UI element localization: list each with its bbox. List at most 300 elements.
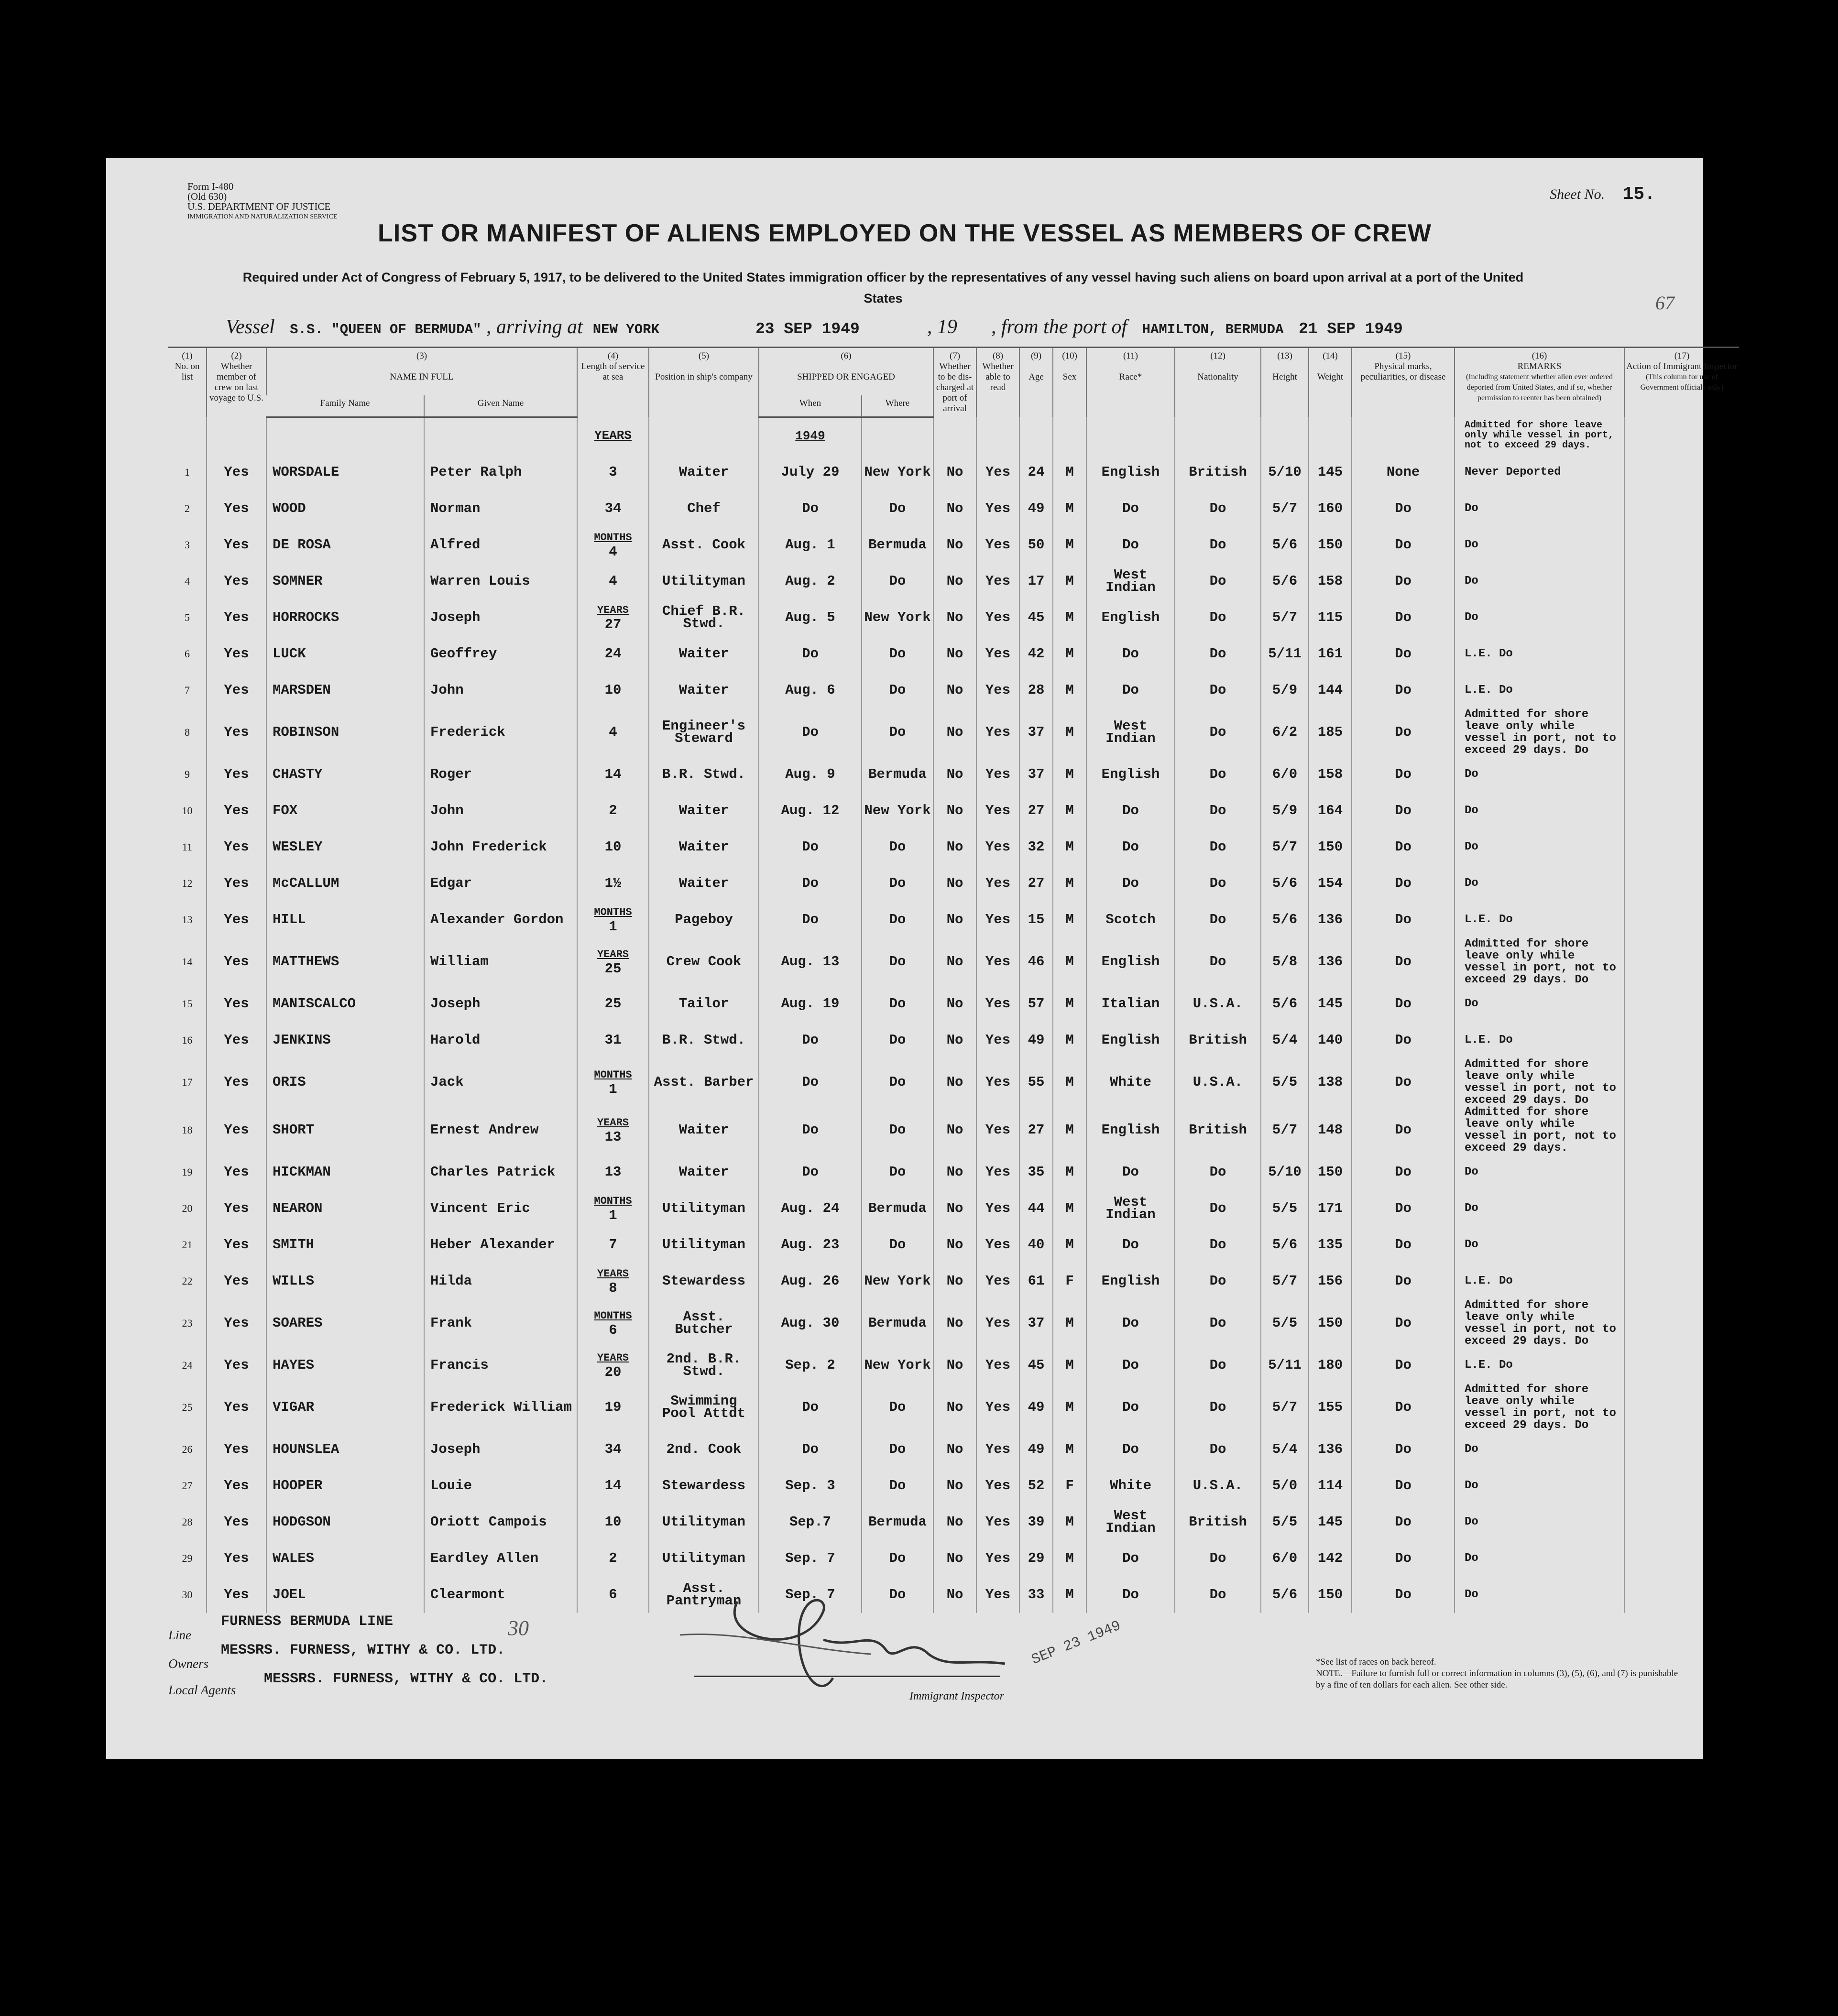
able-to-read: Yes [976, 563, 1019, 599]
position: Utilityman [649, 1227, 759, 1263]
vessel-name: S.S. "QUEEN OF BERMUDA" [290, 322, 481, 338]
given-name: Geoffrey [424, 636, 577, 672]
shipped-when: Do [759, 1058, 862, 1106]
given-name: Eardley Allen [424, 1540, 577, 1577]
race: Do [1086, 1347, 1175, 1384]
crew-row [168, 1468, 1739, 1504]
inspector-action [1624, 1106, 1739, 1154]
discharge: No [933, 636, 976, 672]
family-name: WILLS [266, 1263, 424, 1299]
crew-table-body [168, 417, 1739, 1613]
remarks: Admitted for shore leave only while vessel in port, not to exceed 29 days. Do [1455, 938, 1624, 986]
remarks: Admitted for shore leave only while vessel in port, not to exceed 29 days. Do [1455, 1058, 1624, 1106]
able-to-read: Yes [976, 1227, 1019, 1263]
footnotes [1316, 1656, 1679, 1691]
old-form-number: (Old 630) [187, 191, 227, 202]
shipped-where: Do [862, 708, 933, 756]
row-number: 20 [182, 1202, 193, 1214]
shipped-when: Do [759, 1106, 862, 1154]
weight: 161 [1309, 636, 1352, 672]
header-read: (8) Whether able to read [976, 348, 1019, 417]
nationality: Do [1175, 1263, 1261, 1299]
last-voyage: Yes [207, 986, 266, 1022]
last-voyage: Yes [207, 829, 266, 865]
shipped-when: Do [759, 865, 862, 902]
sex: M [1053, 1106, 1086, 1154]
discharge: No [933, 756, 976, 793]
form-identifier [187, 181, 338, 222]
discharge: No [933, 599, 976, 636]
weight: 138 [1309, 1058, 1352, 1106]
crew-row [168, 1154, 1739, 1190]
sex: M [1053, 1227, 1086, 1263]
remarks: Do [1455, 1540, 1624, 1577]
given-name: Frederick [424, 708, 577, 756]
inspector-action [1624, 563, 1739, 599]
inspector-action [1624, 636, 1739, 672]
sex: F [1053, 1468, 1086, 1504]
race: English [1086, 1022, 1175, 1058]
weight: 155 [1309, 1384, 1352, 1431]
service-length: 19 [577, 1384, 649, 1431]
agents-label: Local Agents [168, 1683, 236, 1697]
shipped-when: Aug. 12 [759, 793, 862, 829]
last-voyage: Yes [207, 454, 266, 490]
weight: 171 [1309, 1190, 1352, 1227]
crew-row [168, 756, 1739, 793]
height: 5/0 [1261, 1468, 1309, 1504]
nationality: Do [1175, 1540, 1261, 1577]
remarks: Do [1455, 1154, 1624, 1190]
crew-row [168, 986, 1739, 1022]
sheet-value: 15. [1622, 184, 1655, 205]
age: 32 [1019, 829, 1053, 865]
given-name: Edgar [424, 865, 577, 902]
able-to-read: Yes [976, 527, 1019, 563]
physical-marks: Do [1352, 938, 1455, 986]
shipped-where: Do [862, 1106, 933, 1154]
family-name: HOOPER [266, 1468, 424, 1504]
height: 6/2 [1261, 708, 1309, 756]
sex: M [1053, 1022, 1086, 1058]
last-voyage: Yes [207, 490, 266, 527]
race: English [1086, 599, 1175, 636]
shipped-where: Do [862, 672, 933, 708]
service-value: 6 [609, 1322, 617, 1338]
inspector-action [1624, 454, 1739, 490]
nationality: U.S.A. [1175, 1468, 1261, 1504]
inspector-action [1624, 756, 1739, 793]
service-unit: MONTHS [594, 531, 632, 544]
shipped-when: Aug. 5 [759, 599, 862, 636]
row-number: 2 [185, 502, 190, 514]
position: Waiter [649, 672, 759, 708]
remarks: Do [1455, 793, 1624, 829]
header-discharge: (7) Whether to be dis-charged at port of arrival [933, 348, 976, 417]
discharge: No [933, 1190, 976, 1227]
sex: M [1053, 938, 1086, 986]
crew-row [168, 1106, 1739, 1154]
inspector-action [1624, 1154, 1739, 1190]
sex: M [1053, 490, 1086, 527]
shipped-where: Do [862, 865, 933, 902]
inspector-action [1624, 865, 1739, 902]
height: 5/9 [1261, 672, 1309, 708]
shipped-when: Aug. 2 [759, 563, 862, 599]
header-no: (1) No. on list [168, 348, 207, 417]
physical-marks: Do [1352, 490, 1455, 527]
last-voyage: Yes [207, 1106, 266, 1154]
remarks: L.E. Do [1455, 1347, 1624, 1384]
nationality: Do [1175, 1347, 1261, 1384]
crew-row [168, 1058, 1739, 1106]
row-number: 21 [182, 1238, 193, 1251]
physical-marks: Do [1352, 1299, 1455, 1347]
position: Stewardess [649, 1263, 759, 1299]
last-voyage: Yes [207, 1263, 266, 1299]
pencil-note: 30 [508, 1616, 529, 1640]
header-where: Where [862, 395, 933, 417]
header-race: (11) Race* [1086, 348, 1175, 417]
sex: M [1053, 1384, 1086, 1431]
height: 5/8 [1261, 938, 1309, 986]
position: Utilityman [649, 1540, 759, 1577]
weight: 136 [1309, 938, 1352, 986]
race: English [1086, 1106, 1175, 1154]
service-length: 4 [577, 563, 649, 599]
nationality: Do [1175, 490, 1261, 527]
department-name: U.S. DEPARTMENT OF JUSTICE [187, 201, 331, 212]
given-name: John [424, 672, 577, 708]
shipped-where: Do [862, 1540, 933, 1577]
age: 27 [1019, 793, 1053, 829]
height: 5/6 [1261, 1227, 1309, 1263]
shipped-when: Sep. 7 [759, 1540, 862, 1577]
header-height: (13) Height [1261, 348, 1309, 417]
document-subtitle: Required under Act of Congress of February 5, 1917, to be delivered to the United States immigration officer by the representatives of any vessel having such aliens on board upon arrival at a port of the United States [242, 270, 1524, 305]
shipped-where: Do [862, 636, 933, 672]
physical-marks: Do [1352, 1106, 1455, 1154]
shipped-where: New York [862, 599, 933, 636]
nationality: Do [1175, 902, 1261, 938]
shipped-when: Sep. 2 [759, 1347, 862, 1384]
service-value: 27 [604, 616, 622, 632]
discharge: No [933, 986, 976, 1022]
inspector-action [1624, 527, 1739, 563]
weight: 156 [1309, 1263, 1352, 1299]
row-number: 25 [182, 1401, 193, 1413]
service-length [577, 1263, 649, 1299]
given-name: Joseph [424, 986, 577, 1022]
physical-marks: Do [1352, 1347, 1455, 1384]
header-shipped: (6) SHIPPED OR ENGAGED [759, 348, 933, 396]
position: Asst. Cook [649, 527, 759, 563]
row-number: 13 [182, 913, 193, 926]
sex: M [1053, 1540, 1086, 1577]
row-number: 14 [182, 955, 193, 968]
service-length: 2 [577, 793, 649, 829]
last-voyage: Yes [207, 1347, 266, 1384]
race: Do [1086, 490, 1175, 527]
shipped-when: Sep. 7 [759, 1577, 862, 1613]
shipped-when: Aug. 30 [759, 1299, 862, 1347]
discharge: No [933, 490, 976, 527]
position: Waiter [649, 829, 759, 865]
service-unit: MONTHS [594, 906, 632, 918]
position: Chief B.R. Stwd. [649, 599, 759, 636]
weight: 158 [1309, 563, 1352, 599]
inspection-stamp-date: SEP 23 1949 [1029, 1618, 1124, 1668]
shipped-when: Aug. 19 [759, 986, 862, 1022]
nationality: Do [1175, 793, 1261, 829]
races-note: *See list of races on back hereof. [1316, 1657, 1436, 1667]
service-length: 2 [577, 1540, 649, 1577]
row-number: 28 [182, 1515, 193, 1528]
race: Do [1086, 793, 1175, 829]
given-name: Joseph [424, 599, 577, 636]
discharge: No [933, 1058, 976, 1106]
sex: M [1053, 1299, 1086, 1347]
position: Asst. Butcher [649, 1299, 759, 1347]
race: White [1086, 1058, 1175, 1106]
physical-marks: Do [1352, 1468, 1455, 1504]
able-to-read: Yes [976, 599, 1019, 636]
race: English [1086, 938, 1175, 986]
service-length [577, 527, 649, 563]
shipped-when: Aug. 23 [759, 1227, 862, 1263]
discharge: No [933, 902, 976, 938]
inspector-action [1624, 1540, 1739, 1577]
physical-marks: Do [1352, 1431, 1455, 1468]
service-length: 3 [577, 454, 649, 490]
sex: M [1053, 793, 1086, 829]
last-voyage: Yes [207, 599, 266, 636]
inspector-action [1624, 1347, 1739, 1384]
race: English [1086, 454, 1175, 490]
age: 35 [1019, 1154, 1053, 1190]
shipped-when: Do [759, 829, 862, 865]
nationality: British [1175, 1106, 1261, 1154]
sex: M [1053, 1058, 1086, 1106]
family-name: CHASTY [266, 756, 424, 793]
position: Utilityman [649, 1504, 759, 1540]
owners-label: Owners [168, 1656, 209, 1671]
crew-row [168, 938, 1739, 986]
service-unit: YEARS [597, 1267, 629, 1280]
crew-row [168, 490, 1739, 527]
shipped-when: Sep. 3 [759, 1468, 862, 1504]
discharge: No [933, 708, 976, 756]
able-to-read: Yes [976, 1154, 1019, 1190]
shipped-when: Aug. 1 [759, 527, 862, 563]
row-number: 15 [182, 997, 193, 1010]
shipped-when: Do [759, 902, 862, 938]
inspector-action [1624, 902, 1739, 938]
crew-row [168, 1347, 1739, 1384]
sex: M [1053, 756, 1086, 793]
sex: M [1053, 599, 1086, 636]
discharge: No [933, 672, 976, 708]
inspector-action [1624, 490, 1739, 527]
remarks: Do [1455, 599, 1624, 636]
age: 29 [1019, 1540, 1053, 1577]
given-name: Peter Ralph [424, 454, 577, 490]
sex: M [1053, 1504, 1086, 1540]
service-length: 24 [577, 636, 649, 672]
race: Do [1086, 527, 1175, 563]
nationality: Do [1175, 1154, 1261, 1190]
discharge: No [933, 1106, 976, 1154]
age: 57 [1019, 986, 1053, 1022]
family-name: DE ROSA [266, 527, 424, 563]
remarks: L.E. Do [1455, 1022, 1624, 1058]
weight: 150 [1309, 829, 1352, 865]
row-number: 5 [185, 611, 190, 623]
crew-row [168, 672, 1739, 708]
shipped-where: Do [862, 490, 933, 527]
service-value: 1 [609, 918, 617, 935]
shipped-when: Sep.7 [759, 1504, 862, 1540]
physical-marks: Do [1352, 865, 1455, 902]
age: 44 [1019, 1190, 1053, 1227]
family-name: JENKINS [266, 1022, 424, 1058]
row-number: 17 [182, 1076, 193, 1088]
able-to-read: Yes [976, 1384, 1019, 1431]
height: 5/6 [1261, 563, 1309, 599]
family-name: NEARON [266, 1190, 424, 1227]
height: 5/6 [1261, 986, 1309, 1022]
last-voyage: Yes [207, 938, 266, 986]
shipped-where: Do [862, 1431, 933, 1468]
service-value: 13 [604, 1129, 622, 1145]
race: Do [1086, 865, 1175, 902]
position: Waiter [649, 1106, 759, 1154]
able-to-read: Yes [976, 829, 1019, 865]
given-name: Charles Patrick [424, 1154, 577, 1190]
last-voyage: Yes [207, 1431, 266, 1468]
row-number: 6 [185, 647, 190, 660]
nationality: Do [1175, 756, 1261, 793]
age: 37 [1019, 756, 1053, 793]
inspector-action [1624, 1384, 1739, 1431]
discharge: No [933, 563, 976, 599]
given-name: Warren Louis [424, 563, 577, 599]
weight: 180 [1309, 1347, 1352, 1384]
height: 5/4 [1261, 1431, 1309, 1468]
service-length [577, 1106, 649, 1154]
family-name: HICKMAN [266, 1154, 424, 1190]
physical-marks: Do [1352, 708, 1455, 756]
given-name: John [424, 793, 577, 829]
given-name: Francis [424, 1347, 577, 1384]
last-voyage: Yes [207, 672, 266, 708]
shipped-where: Do [862, 938, 933, 986]
shipped-when: Aug. 13 [759, 938, 862, 986]
position: B.R. Stwd. [649, 756, 759, 793]
family-name: LUCK [266, 636, 424, 672]
service-unit: MONTHS [594, 1195, 632, 1207]
age: 39 [1019, 1504, 1053, 1540]
arrival-date: 23 SEP 1949 [755, 320, 860, 338]
document-title: LIST OR MANIFEST OF ALIENS EMPLOYED ON THE VESSEL AS MEMBERS OF CREW [378, 219, 1432, 247]
header-row [168, 348, 1739, 396]
inspector-action [1624, 1431, 1739, 1468]
inspector-action [1624, 1299, 1739, 1347]
family-name: WALES [266, 1540, 424, 1577]
last-voyage: Yes [207, 1058, 266, 1106]
inspector-action [1624, 986, 1739, 1022]
nationality: Do [1175, 865, 1261, 902]
age: 61 [1019, 1263, 1053, 1299]
shipped-where: New York [862, 454, 933, 490]
given-name: Norman [424, 490, 577, 527]
weight: 158 [1309, 756, 1352, 793]
service-value: 1 [609, 1081, 617, 1097]
sex: M [1053, 986, 1086, 1022]
able-to-read: Yes [976, 1022, 1019, 1058]
page-number: 67 [1655, 292, 1674, 314]
physical-marks: Do [1352, 1190, 1455, 1227]
height: 5/7 [1261, 829, 1309, 865]
crew-row [168, 1227, 1739, 1263]
height: 5/6 [1261, 527, 1309, 563]
service-unit: MONTHS [594, 1068, 632, 1081]
able-to-read: Yes [976, 1190, 1019, 1227]
able-to-read: Yes [976, 1431, 1019, 1468]
last-voyage: Yes [207, 756, 266, 793]
inspector-action [1624, 672, 1739, 708]
height: 5/7 [1261, 1384, 1309, 1431]
service-length: 6 [577, 1577, 649, 1613]
row-number: 7 [185, 684, 190, 696]
remarks: Do [1455, 829, 1624, 865]
age: 37 [1019, 708, 1053, 756]
race: Scotch [1086, 902, 1175, 938]
row-number: 11 [182, 840, 193, 853]
age: 50 [1019, 527, 1053, 563]
age: 42 [1019, 636, 1053, 672]
remarks: Do [1455, 1227, 1624, 1263]
nationality: U.S.A. [1175, 1058, 1261, 1106]
header-remarks: (16) REMARKS (Including statement whether alien ever ordered deported from United States, and if so, whether permission to reenter has been obtained) [1455, 348, 1624, 417]
vessel-label: Vessel [226, 316, 275, 338]
inspector-action [1624, 1577, 1739, 1613]
age: 28 [1019, 672, 1053, 708]
last-voyage: Yes [207, 563, 266, 599]
able-to-read: Yes [976, 708, 1019, 756]
last-voyage: Yes [207, 1299, 266, 1347]
crew-row [168, 829, 1739, 865]
arriving-label: , arriving at [486, 316, 583, 338]
discharge: No [933, 527, 976, 563]
service-length [577, 938, 649, 986]
physical-marks: Do [1352, 527, 1455, 563]
shipped-when: Aug. 24 [759, 1190, 862, 1227]
crew-row [168, 1022, 1739, 1058]
family-name: WOOD [266, 490, 424, 527]
race: Do [1086, 1431, 1175, 1468]
service-length: 14 [577, 756, 649, 793]
race: Do [1086, 1299, 1175, 1347]
physical-marks: None [1352, 454, 1455, 490]
discharge: No [933, 1154, 976, 1190]
sex: M [1053, 454, 1086, 490]
height: 5/6 [1261, 865, 1309, 902]
given-name: Heber Alexander [424, 1227, 577, 1263]
given-name: Harold [424, 1022, 577, 1058]
row-number: 10 [182, 804, 193, 817]
service-value: 1 [609, 1207, 617, 1223]
